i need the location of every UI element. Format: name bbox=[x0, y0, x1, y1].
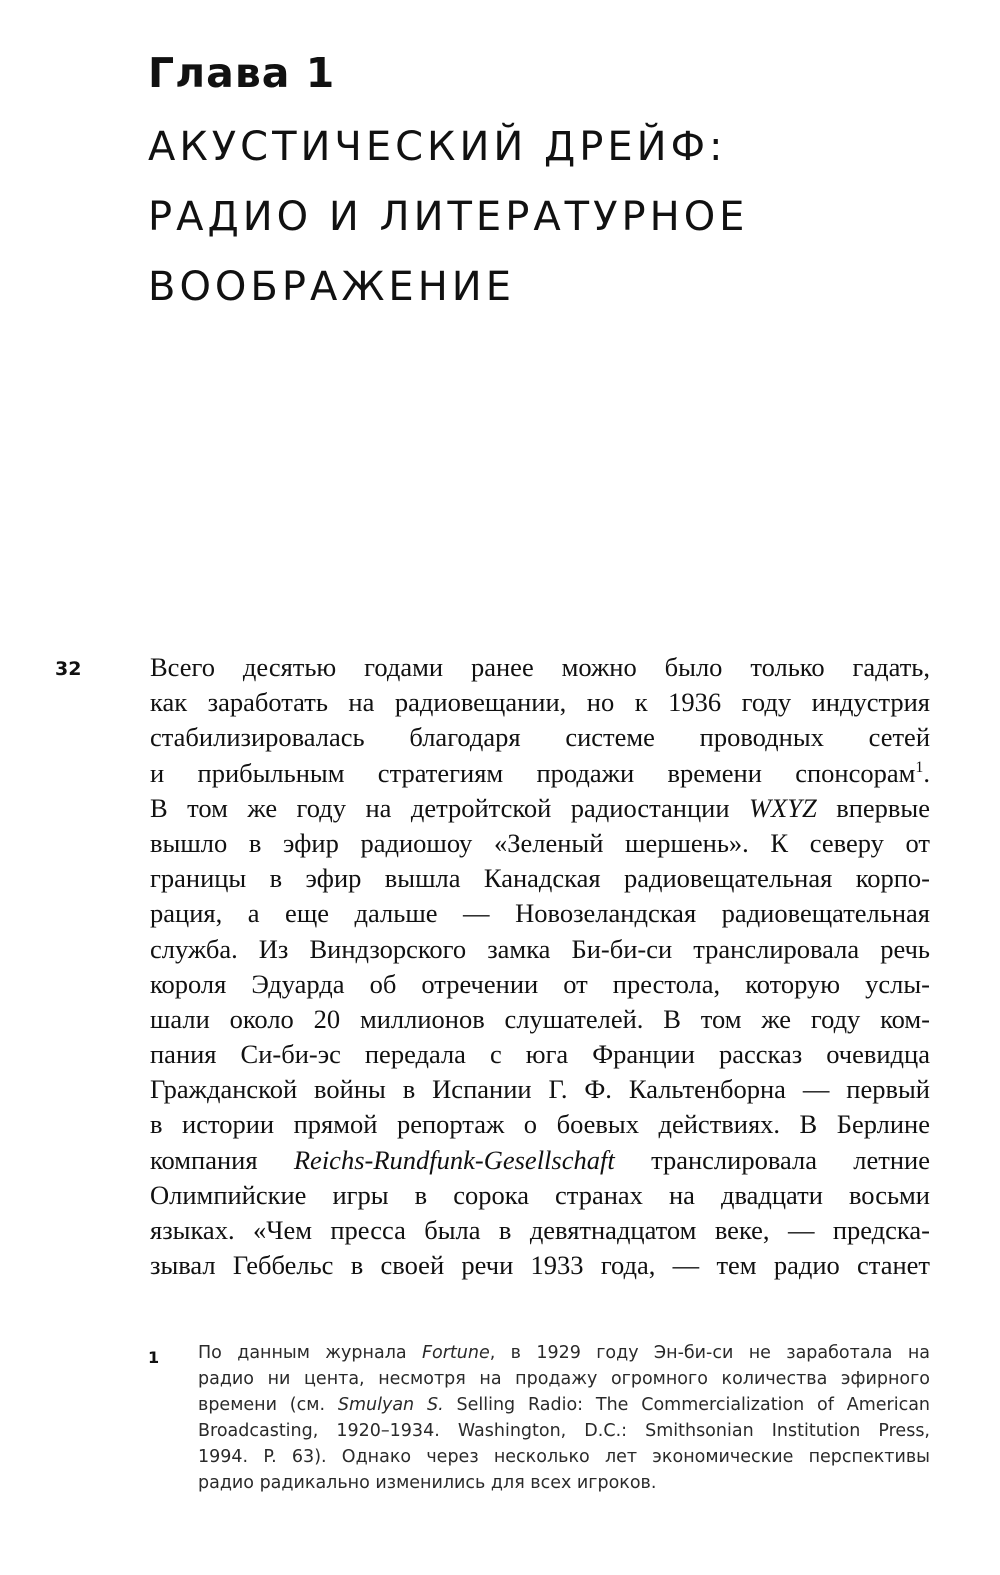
station-name: WXYZ bbox=[748, 792, 817, 823]
footnote-segment: , в 1929 году Эн-би-си не заработала на bbox=[489, 1343, 930, 1363]
body-line: вышло в эфир радиошоу «Зеленый шершень». К северу от bbox=[150, 827, 930, 858]
chapter-label: Глава 1 bbox=[148, 49, 336, 97]
body-line: Гражданской войны в Испании Г. Ф. Кальтенборна — первый bbox=[150, 1074, 930, 1105]
body-line: Всего десятью годами ранее можно было только гадать, bbox=[150, 652, 930, 682]
body-line: пания Си-би-эс передала с юга Франции рассказ очевидца bbox=[150, 1039, 930, 1070]
body-line: короля Эдуарда об отречении от престола, которую услы- bbox=[150, 968, 930, 999]
body-text-segment: компания bbox=[150, 1144, 294, 1175]
body-line: зывал Геббельс в своей речи 1933 года, — тем радио станет bbox=[150, 1250, 930, 1281]
body-text-segment: . bbox=[923, 757, 930, 788]
body-line: Олимпийские игры в сорока странах на двадцати восьми bbox=[150, 1179, 930, 1210]
body-line: границы в эфир вышла Канадская радиовещательная корпо- bbox=[150, 863, 930, 894]
company-name: Reichs-Rundfunk-Gesellschaft bbox=[293, 1144, 615, 1175]
magazine-name: Fortune bbox=[421, 1343, 490, 1363]
footnote-line: 1994. P. 63). Однако через несколько лет экономические перспективы bbox=[198, 1447, 930, 1467]
footnote-segment: времени (см. bbox=[198, 1395, 338, 1415]
footnote-marker: 1 bbox=[148, 1348, 160, 1367]
footnote-segment: По данным журнала bbox=[198, 1343, 422, 1363]
body-text-segment: и прибыльным стратегиям продажи времени спонсорам bbox=[150, 757, 916, 788]
footnote-text bbox=[198, 1340, 930, 1496]
body-paragraph bbox=[150, 650, 930, 1283]
footnote-segment: Selling Radio: The Commercialization of American bbox=[443, 1395, 931, 1415]
footnote-line bbox=[198, 1392, 930, 1418]
chapter-title-line: ВООБРАЖЕНИЕ bbox=[148, 264, 515, 310]
page-number: 32 bbox=[55, 658, 82, 680]
footnote-line: Broadcasting, 1920–1934. Washington, D.C.: Smithsonian Institution Press, bbox=[198, 1421, 930, 1441]
chapter-title-line: АКУСТИЧЕСКИЙ ДРЕЙФ: bbox=[148, 124, 727, 170]
body-line: языках. «Чем пресса была в девятнадцатом веке, — предска- bbox=[150, 1215, 930, 1245]
body-text-segment: транслировала летние bbox=[614, 1144, 930, 1175]
body-line bbox=[150, 756, 930, 791]
body-line: в истории прямой репортаж о боевых действиях. В Берлине bbox=[150, 1109, 930, 1140]
body-line: рация, а еще дальше — Новозеландская радиовещательная bbox=[150, 898, 930, 929]
body-text-segment: В том же году на детройтской радиостанции bbox=[150, 792, 749, 823]
footnote-line: радио ни цента, несмотря на продажу огромного количества эфирного bbox=[198, 1369, 930, 1389]
chapter-title-line: РАДИО И ЛИТЕРАТУРНОЕ bbox=[148, 194, 749, 240]
footnote-line: радио радикально изменились для всех игроков. bbox=[198, 1473, 657, 1493]
body-line: шали около 20 миллионов слушателей. В том же году ком- bbox=[150, 1003, 930, 1034]
body-line: как заработать на радиовещании, но к 1936 году индустрия bbox=[150, 687, 930, 718]
body-text-segment: впервые bbox=[816, 792, 930, 823]
footnote-line bbox=[198, 1340, 930, 1366]
author-name: Smulyan S. bbox=[337, 1395, 444, 1415]
footnote-reference[interactable]: 1 bbox=[915, 758, 924, 776]
body-line bbox=[150, 791, 930, 826]
body-line: стабилизировалась благодаря системе проводных сетей bbox=[150, 722, 930, 753]
body-line: служба. Из Виндзорского замка Би-би-си транслировала речь bbox=[150, 933, 930, 964]
chapter-title bbox=[148, 112, 968, 322]
body-line bbox=[150, 1143, 930, 1178]
